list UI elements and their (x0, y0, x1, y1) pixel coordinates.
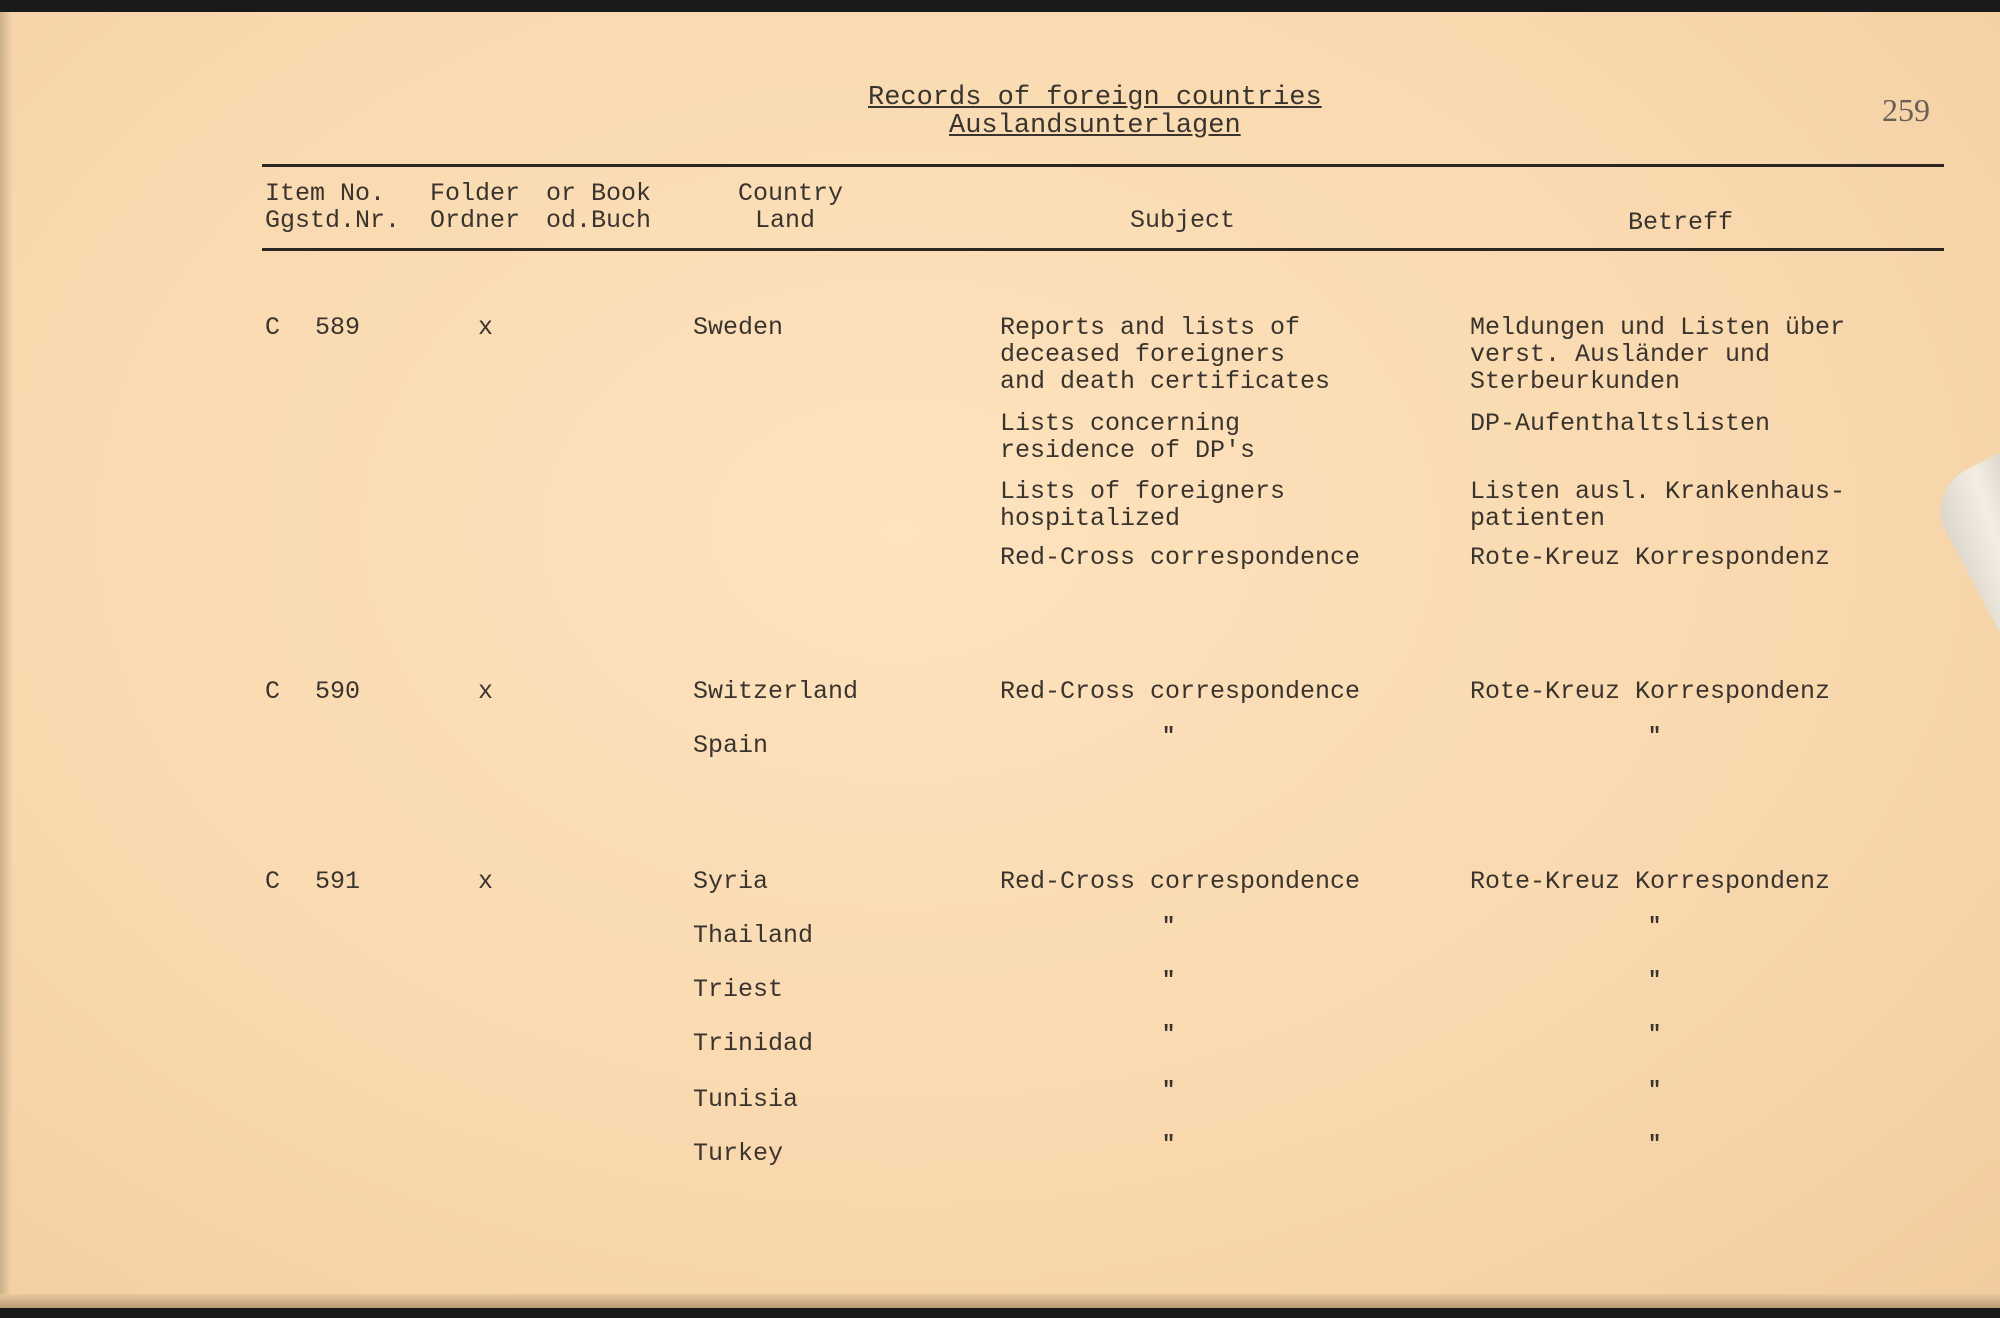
folder-mark: x (478, 677, 494, 706)
betreff: Rote-Kreuz Korrespondenz (1470, 543, 1831, 572)
country: Syria (693, 867, 769, 896)
betreff-ditto-mark: " (1648, 1022, 1662, 1047)
subject: Lists of foreigners hospitalized (1000, 477, 1286, 533)
betreff-ditto-mark: " (1648, 1078, 1662, 1103)
folder-mark: x (478, 313, 494, 342)
subject: Red-Cross correspondence (1000, 677, 1361, 706)
document-page (0, 12, 2000, 1308)
subject: Reports and lists of deceased foreigners and death certificates (1000, 313, 1331, 396)
tweezers-image (1925, 450, 2000, 722)
header-book-en: or Book (546, 179, 652, 208)
subject-ditto-mark: " (1162, 968, 1176, 993)
country: Turkey (693, 1139, 784, 1168)
subject-ditto-mark: " (1162, 724, 1176, 749)
header-country-de: Land (755, 206, 816, 235)
country: Switzerland (693, 677, 859, 706)
betreff-ditto-mark: " (1648, 1132, 1662, 1157)
subject: Red-Cross correspondence (1000, 867, 1361, 896)
betreff-ditto-mark: " (1648, 914, 1662, 939)
betreff: Meldungen und Listen über verst. Ausländer und Sterbeurkunden (1470, 313, 1846, 396)
subject: Red-Cross correspondence (1000, 543, 1361, 572)
page-bottom-edge (0, 1294, 2000, 1308)
title-german: Auslandsunterlagen (949, 111, 1241, 141)
country: Spain (693, 731, 769, 760)
country: Thailand (693, 921, 814, 950)
header-bottom-rule (262, 248, 1944, 251)
folder-mark: x (478, 867, 494, 896)
header-folder-en: Folder (430, 179, 521, 208)
header-country-en: Country (738, 179, 844, 208)
page-binding-edge (0, 12, 12, 1308)
betreff: Rote-Kreuz Korrespondenz (1470, 677, 1831, 706)
item-number: 589 (315, 313, 361, 342)
page-title (868, 84, 1322, 140)
header-folder-de: Ordner (430, 206, 521, 235)
subject-ditto-mark: " (1162, 1022, 1176, 1047)
item-prefix: C (265, 677, 281, 706)
betreff: Listen ausl. Krankenhaus- patienten (1470, 477, 1846, 533)
subject: Lists concerning residence of DP's (1000, 409, 1256, 465)
betreff-ditto-mark: " (1648, 968, 1662, 993)
subject-ditto-mark: " (1162, 914, 1176, 939)
item-number: 591 (315, 867, 361, 896)
header-betreff: Betreff (1628, 208, 1734, 237)
country: Sweden (693, 313, 784, 342)
subject-ditto-mark: " (1162, 1078, 1176, 1103)
betreff-ditto-mark: " (1648, 724, 1662, 749)
title-english: Records of foreign countries (868, 83, 1322, 113)
header-book-de: od.Buch (546, 206, 652, 235)
betreff: Rote-Kreuz Korrespondenz (1470, 867, 1831, 896)
item-prefix: C (265, 313, 281, 342)
country: Trinidad (693, 1029, 814, 1058)
item-prefix: C (265, 867, 281, 896)
item-number: 590 (315, 677, 361, 706)
header-subject: Subject (1130, 206, 1236, 235)
header-item-en: Item No. (265, 179, 386, 208)
page-number: 259 (1882, 92, 1930, 128)
header-item-de: Ggstd.Nr. (265, 206, 401, 235)
country: Tunisia (693, 1085, 799, 1114)
country: Triest (693, 975, 784, 1004)
subject-ditto-mark: " (1162, 1132, 1176, 1157)
betreff: DP-Aufenthaltslisten (1470, 409, 1771, 438)
header-top-rule (262, 164, 1944, 167)
